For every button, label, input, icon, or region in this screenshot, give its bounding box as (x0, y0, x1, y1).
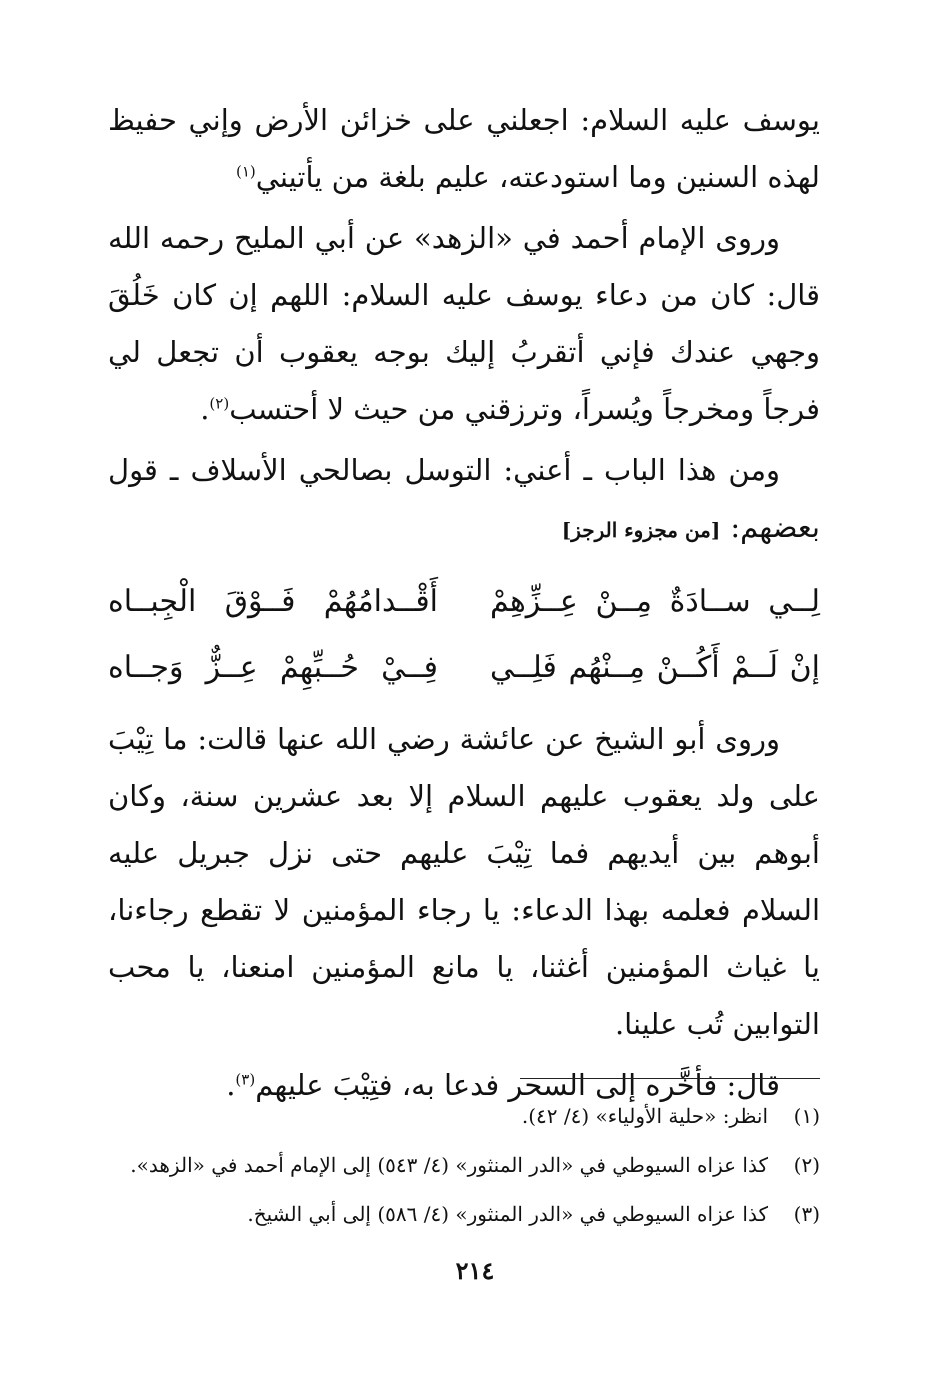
page-number: ٢١٤ (455, 1256, 495, 1285)
paragraph-text: ومن هذا الباب ـ أعني: التوسل بصالحي الأسلاف ـ قول بعضهم: (108, 453, 820, 544)
verse-second-hemistich: فِــيْ حُــبِّهِمْ عِــزٌّ وَجــاه (108, 650, 438, 685)
footnote-2 (108, 1141, 820, 1190)
footnote-ref-1: (١) (235, 162, 256, 181)
footnote-text: كذا عزاه السيوطي في «الدر المنثور» (٤/ ٥٨٦) إلى أبي الشيخ. (247, 1202, 768, 1226)
poem-verse (108, 569, 820, 635)
paragraph-text: وروى الإمام أحمد في «الزهد» عن أبي المليح رحمه الله قال: كان من دعاء يوسف عليه السلام: اللهم إن كان خَلُقَ وجهي عندك فإني أتقربُ إليك بوجه يعقوب أن تجعل لي فرجاً ومخرجاً ويُسراً، وترزقني من حيث لا أحتسب (108, 221, 820, 426)
page-body (108, 92, 820, 1114)
poem-verse (108, 635, 820, 701)
footnote-ref-2: (٢) (209, 394, 230, 413)
paragraph-yusuf-quote (108, 92, 820, 206)
footnotes (108, 1092, 820, 1239)
poem-meter-label: [من مجزوء الرجز] (561, 518, 721, 542)
footnote-text: انظر: «حلية الأولياء» (٤/ ٤٢). (521, 1104, 768, 1128)
paragraph-tawassul (108, 442, 820, 559)
footnote-separator (520, 1078, 820, 1079)
verse-first-hemistich: لِــي ســادَةٌ مِــنْ عِــزِّهِمْ (490, 584, 820, 619)
verse-second-hemistich: أَقْــدامُهُمْ فَــوْقَ الْجِبــاه (108, 584, 438, 619)
footnote-3 (108, 1190, 820, 1239)
footnote-text: كذا عزاه السيوطي في «الدر المنثور» (٤/ ٥٤٣) إلى الإمام أحمد في «الزهد». (130, 1153, 768, 1177)
paragraph-text: قال: فأخَّره إلى السحر فدعا به، فتِيْبَ عليهم (255, 1068, 780, 1102)
poem (108, 569, 820, 701)
footnote-ref-3: (٣) (235, 1070, 256, 1089)
verse-first-hemistich: إنْ لَــمْ أَكُــنْ مِــنْهُم فَلِــي (490, 650, 820, 685)
paragraph-text: وروى أبو الشيخ عن عائشة رضي الله عنها قالت: ما تِيْبَ على ولد يعقوب عليهم السلام إلا بعد عشرين سنة، وكان أبوهم بين أيديهم فما تِيْبَ عليهم حتى نزل جبريل عليه السلام فعلمه بهذا الدعاء: يا رجاء المؤمنين لا تقطع رجاءنا، يا غياث المؤمنين أغثنا، يا مانع المؤمنين امنعنا، يا محب التوابين تُب علينا. (108, 722, 820, 1041)
footnote-number: (١) (793, 1104, 820, 1128)
paragraph-ahmad-zuhd (108, 210, 820, 438)
paragraph-end: . (226, 1068, 236, 1102)
footnote-number: (٣) (793, 1202, 820, 1226)
paragraph-end: . (200, 392, 210, 426)
footnote-number: (٢) (793, 1153, 820, 1177)
paragraph-text: يوسف عليه السلام: اجعلني على خزائن الأرض وإني حفيظ لهذه السنين وما استودعته، عليم بلغة من يأتيني (108, 103, 820, 194)
footnote-1 (108, 1092, 820, 1141)
paragraph-abu-alshaykh (108, 711, 820, 1053)
